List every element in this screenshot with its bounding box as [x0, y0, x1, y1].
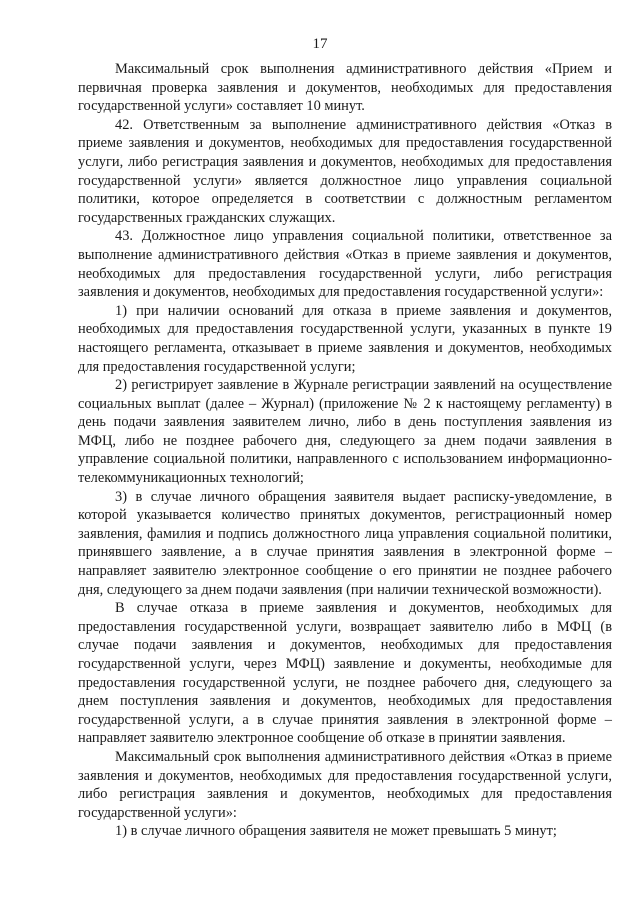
list-item-2-registration: 2) регистрирует заявление в Журнале регистрации заявлений на осуществление социальных выплат (далее – Журнал) (приложение № 2 к настоящему регламенту) в день подачи заявления заявителем лично, либо в день поступления заявления из МФЦ, либо не позднее рабочего дня, следующего за днем подачи заявления в управление социальной политики, направленного с использованием информационно-телекоммуникационных технологий;: [78, 377, 612, 487]
list-item-1-refusal: 1) при наличии оснований для отказа в приеме заявления и документов, необходимых для предоставления государственной услуги, указанных в пункте 19 настоящего регламента, отказывает в приеме заявления и документов, необходимых для предоставления государственной услуги;: [78, 302, 612, 375]
list-item-3-receipt: 3) в случае личного обращения заявителя выдает расписку-уведомление, в которой указывается количество принятых документов, регистрационный номер заявления, фамилия и подпись должностного лица управления социальной политики, принявшего заявление, а в случае принятия заявления в электронной форме – направляет заявителю электронное сообщение о его принятии не позднее рабочего дня, следующего за днем подачи заявления (при наличии технической возможности).: [78, 488, 612, 598]
document-body: [78, 60, 612, 841]
paragraph-42: 42. Ответственным за выполнение административного действия «Отказ в приеме заявления и документов, необходимых для предоставления государственной услуги, либо регистрация заявления и документов, необходимых для предоставления государственной услуги» является должностное лицо управления социальной политики, которое определяется в соответствии с должностным регламентом государственных гражданских служащих.: [78, 116, 612, 226]
page-number: 17: [312, 36, 328, 52]
paragraph-43: 43. Должностное лицо управления социальной политики, ответственное за выполнение административного действия «Отказ в приеме заявления и документов, необходимых для предоставления государственной услуги, либо регистрация заявления и документов, необходимых для предоставления государственной услуги»:: [78, 228, 612, 301]
paragraph-refusal-return: В случае отказа в приеме заявления и документов, необходимых для предоставления государственной услуги, возвращает заявителю либо в МФЦ (в случае подачи заявления и документов, необходимых для предоставления государственной услуги, через МФЦ) заявление и документы, необходимые для предоставления государственной услуги, не позднее рабочего дня, следующего за днем поступления заявления и документов, необходимых для предоставления государственной услуги, а в случае принятия заявления в электронной форме – направляет заявителю электронное сообщение об отказе в принятии заявления.: [78, 600, 612, 747]
list-item-1-personal-appeal: 1) в случае личного обращения заявителя не может превышать 5 минут;: [115, 823, 557, 840]
paragraph-max-time-refusal: Максимальный срок выполнения административного действия «Отказ в приеме заявления и документов, необходимых для предоставления государственной услуги, либо регистрация заявления и документов, необходимых для предоставления государственной услуги»:: [78, 748, 612, 821]
paragraph-max-time-reception: Максимальный срок выполнения административного действия «Прием и первичная проверка заявления и документов, необходимых для предоставления государственной услуги» составляет 10 минут.: [78, 61, 612, 115]
